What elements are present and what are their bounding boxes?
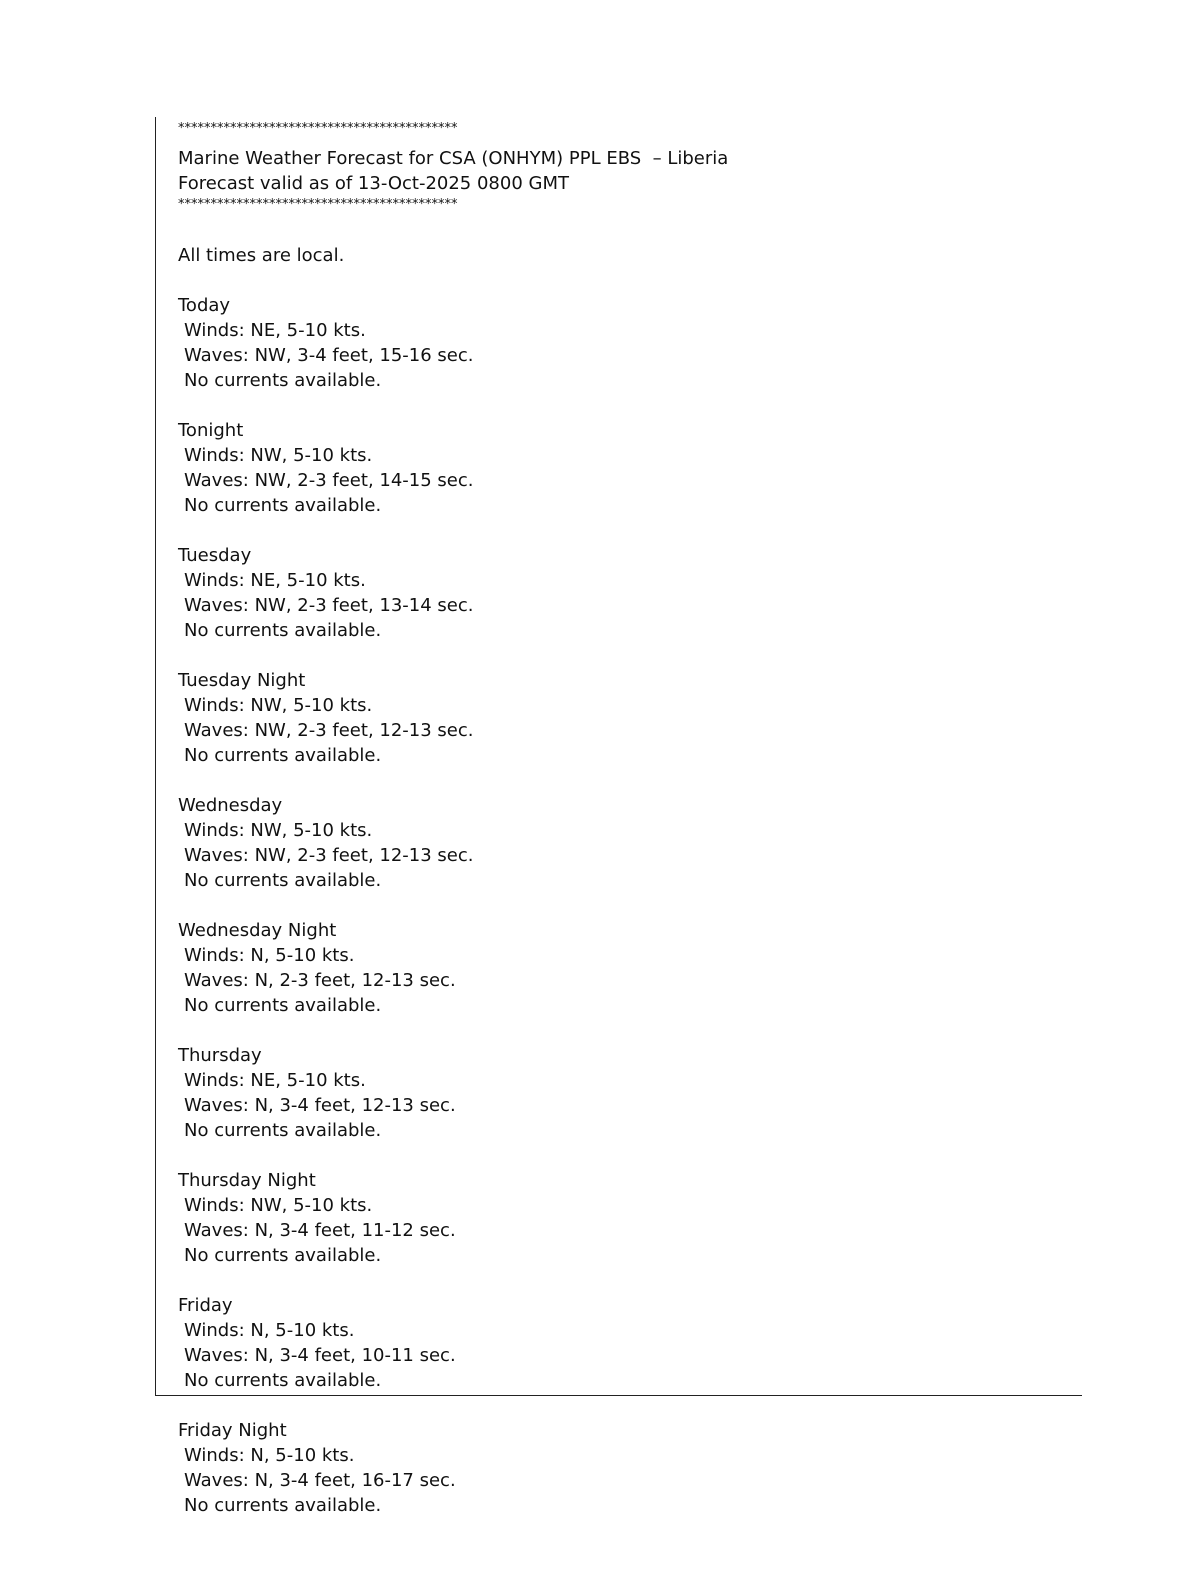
period-winds: Winds: NW, 5-10 kts. (184, 695, 373, 716)
period-waves: Waves: NW, 2-3 feet, 12-13 sec. (184, 720, 474, 741)
period-waves: Waves: NW, 2-3 feet, 14-15 sec. (184, 470, 474, 491)
forecast-period (178, 768, 1078, 893)
period-name: Wednesday Night (178, 920, 337, 941)
forecast-period (178, 1268, 1078, 1393)
period-waves: Waves: N, 3-4 feet, 10-11 sec. (184, 1345, 456, 1366)
spacer (178, 643, 1078, 668)
forecast-title: Marine Weather Forecast for CSA (ONHYM) PPL EBS – Liberia (178, 148, 729, 169)
period-winds: Winds: NW, 5-10 kts. (184, 1195, 373, 1216)
spacer (178, 768, 1078, 793)
period-waves: Waves: N, 2-3 feet, 12-13 sec. (184, 970, 456, 991)
stars-divider-bottom: ******************************************* (178, 197, 458, 212)
period-waves: Waves: N, 3-4 feet, 11-12 sec. (184, 1220, 456, 1241)
forecast-period (178, 1018, 1078, 1143)
period-winds: Winds: NW, 5-10 kts. (184, 820, 373, 841)
period-currents: No currents available. (184, 1245, 382, 1266)
period-currents: No currents available. (184, 1495, 382, 1516)
times-note: All times are local. (178, 245, 345, 266)
period-name: Thursday Night (178, 1170, 316, 1191)
forecast-periods (178, 268, 1078, 1518)
forecast-period (178, 393, 1078, 518)
period-name: Tuesday (178, 545, 252, 566)
frame-left-border (155, 117, 156, 1396)
period-name: Thursday (178, 1045, 262, 1066)
forecast-period (178, 1143, 1078, 1268)
period-winds: Winds: NE, 5-10 kts. (184, 320, 366, 341)
forecast-content (178, 118, 1078, 1518)
spacer (178, 268, 1078, 293)
period-name: Tonight (178, 420, 244, 441)
period-winds: Winds: NE, 5-10 kts. (184, 1070, 366, 1091)
period-currents: No currents available. (184, 495, 382, 516)
period-currents: No currents available. (184, 1370, 382, 1391)
period-currents: No currents available. (184, 995, 382, 1016)
period-waves: Waves: NW, 3-4 feet, 15-16 sec. (184, 345, 474, 366)
period-name: Friday Night (178, 1420, 287, 1441)
spacer (178, 1143, 1078, 1168)
period-currents: No currents available. (184, 1120, 382, 1141)
period-winds: Winds: N, 5-10 kts. (184, 945, 355, 966)
period-winds: Winds: NE, 5-10 kts. (184, 570, 366, 591)
period-waves: Waves: NW, 2-3 feet, 12-13 sec. (184, 845, 474, 866)
stars-divider-top: ******************************************* (178, 121, 458, 136)
spacer (178, 393, 1078, 418)
spacer (178, 1018, 1078, 1043)
period-winds: Winds: N, 5-10 kts. (184, 1320, 355, 1341)
forecast-period (178, 893, 1078, 1018)
period-name: Tuesday Night (178, 670, 306, 691)
period-currents: No currents available. (184, 620, 382, 641)
spacer (178, 518, 1078, 543)
forecast-period (178, 518, 1078, 643)
period-currents: No currents available. (184, 370, 382, 391)
spacer (178, 1393, 1078, 1418)
period-waves: Waves: N, 3-4 feet, 12-13 sec. (184, 1095, 456, 1116)
period-winds: Winds: N, 5-10 kts. (184, 1445, 355, 1466)
spacer (178, 218, 1078, 243)
forecast-period (178, 1393, 1078, 1518)
forecast-valid-time: Forecast valid as of 13-Oct-2025 0800 GMT (178, 173, 569, 194)
period-name: Friday (178, 1295, 233, 1316)
forecast-period (178, 643, 1078, 768)
period-currents: No currents available. (184, 870, 382, 891)
spacer (178, 893, 1078, 918)
period-currents: No currents available. (184, 745, 382, 766)
forecast-period (178, 268, 1078, 393)
period-waves: Waves: NW, 2-3 feet, 13-14 sec. (184, 595, 474, 616)
period-waves: Waves: N, 3-4 feet, 16-17 sec. (184, 1470, 456, 1491)
period-winds: Winds: NW, 5-10 kts. (184, 445, 373, 466)
period-name: Wednesday (178, 795, 283, 816)
period-name: Today (178, 295, 231, 316)
spacer (178, 1268, 1078, 1293)
